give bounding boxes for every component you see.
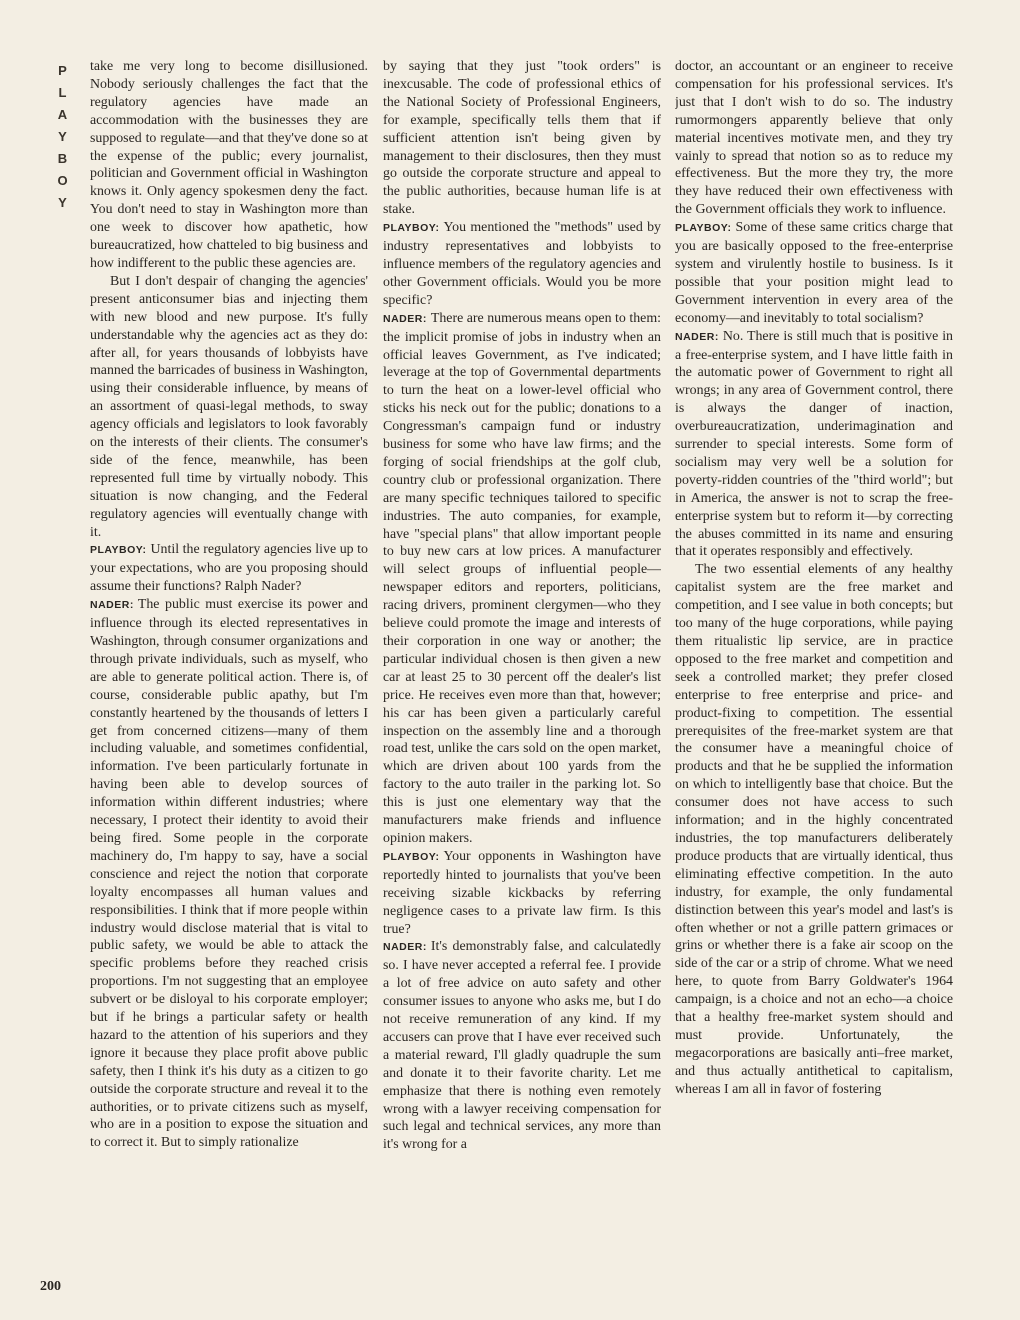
text-column-3	[675, 58, 953, 1298]
paragraph	[675, 561, 953, 1098]
paragraph-text: The two essential elements of any healthy capitalist system are the free market and competition, and I see value in both concepts; but too many of the huge corporations, while paying them ritualistic lip service, are in practice opposed to the free market and competition and seek a controlled market; they prefer closed enterprise to free enterprise and price- and product-fixing to competition. The essential prerequisites of the free-market system are that the consumer have a meaningful choice of products and that he be supplied the information on which to intelligently base that choice. But the consumer does not have access to such information; and in the highly concentrated industries, the top manufacturers deliberately produce products that are virtually identical, thus eliminating effective competition. In the auto industry, for example, the only fundamental distinction between this year's model and last's is often whether or not a grille pattern grimaces or grins or whether there is a fake air scoop on the side of the car or a strip of chrome. What we need here, to quote from Barry Goldwater's 1964 campaign, is a choice and not an echo—a choice that a healthy free-market system should and must provide. Unfortunately, the megacorporations are basically anti–free market, and thus actually antithetical to capitalism, whereas I am all in favor of fostering	[675, 562, 953, 1097]
speaker-label: NADER:	[675, 330, 719, 343]
paragraph	[383, 58, 661, 219]
masthead-vertical	[52, 60, 74, 214]
paragraph-text: But I don't despair of changing the agencies' present anticonsumer bias and injecting them with new blood and new purpose. It's fully understandable why the agencies act as they do: after all, for years thousands of lobbyists have manned the barricades of business in Washington, using their considerable influence, by means of an assortment of quasi-legal methods, to sway agency officials and legislators to look favorably on the interests of their clients. The consumer's side of the fence, meanwhile, has been represented full time by virtually nobody. This situation is now changing, and the Federal regulatory agencies will eventually change with it.	[90, 273, 368, 540]
paragraph	[90, 596, 368, 1152]
paragraph-text: No. There is still much that is positive in a free-enterprise system, and I have little faith in the automatic power of Government to right all wrongs; in any area of Government control, there is always the danger of inaction, overbureaucratization, underimagination and surrender to special interests. Some form of socialism may very well be a solution for poverty-ridden countries of the "third world"; but in America, the answer is not to scrap the free-enterprise system but to reform it—by correcting the abuses committed in its name and ensuring that it operates responsibly and effectively.	[675, 328, 953, 560]
masthead-letter: Y	[58, 129, 68, 144]
paragraph	[383, 848, 661, 939]
paragraph	[675, 58, 953, 219]
paragraph	[90, 541, 368, 596]
paragraph-text: take me very long to become disillusioned. Nobody seriously challenges the fact that the regulatory agencies have made an accommodation with the businesses they are supposed to regulate—and that they've done so at the expense of the public; every journalist, politician and Government official in Washington knows it. Only agency spokesmen deny the fact. You don't need to stay in Washington more than one week to discover how apathetic, how bureaucratized, how chatteled to big business and how indifferent to the public these agencies are.	[90, 59, 368, 271]
paragraph	[675, 219, 953, 327]
paragraph	[383, 310, 661, 848]
paragraph	[675, 328, 953, 562]
paragraph	[383, 219, 661, 310]
paragraph-text: You mentioned the "methods" used by industry representatives and lobbyists to influence members of the regulatory agencies and other Government officials. Would you be more specific?	[383, 220, 661, 308]
text-column-2	[383, 58, 661, 1298]
paragraph	[90, 273, 368, 542]
paragraph-text: Your opponents in Washington have reportedly hinted to journalists that you've been receiving sizable kickbacks by referring negligence cases to a private law firm. Is this true?	[383, 848, 661, 937]
paragraph-text: It's demonstrably false, and calculatedly so. I have never accepted a referral fee. I provide a lot of free advice on auto safety and other consumer issues to anyone who asks me, but I do not receive remuneration of any kind. If my accusers can prove that I have ever received such a material reward, I'll gladly quadruple the sum and donate it to their favorite charity. Let me emphasize that there is nothing even remotely wrong with a lawyer receiving compensation for such legal and technical services, any more than it's wrong for a	[383, 939, 661, 1153]
paragraph-text: There are numerous means open to them: the implicit promise of jobs in industry when an official leaves Government, as I've indicated; leverage at the top of Governmental departments to turn the heat on a lower-level official who sticks his neck out for the public; donations to a Congressman's campaign fund or industry business for some who have law firms; and the forging of social friendships at the golf club, country club or professional organization. There are many specific techniques tailored to specific industries. The auto companies, for example, have "special plans" that allow important people to buy new cars at low prices. A manufacturer will select groups of influential people—newspaper editors and reporters, politicians, racing drivers, prominent clergymen—who they believe could promote the image and interests of their corporation in one way or another; the particular individual chosen is then given a new car at least 25 to 30 percent off the dealer's list price. He receives even more than that, however; his car has been given a particularly careful inspection on the assembly line and a thorough road test, unlike the cars sold on the open market, which are driven about 100 yards from the factory to the auto trailer in the parking lot. So this is just one elementary way that the manufacturers make friends and influence opinion makers.	[383, 310, 661, 846]
masthead-letter: O	[57, 173, 69, 188]
paragraph-text: doctor, an accountant or an engineer to receive compensation for his professional services. It's just that I don't wish to do so. The industry rumormongers apparently believe that only material incentives motivate men, and they try vainly to spread that notion so as to reduce my effectiveness. But the more they try, the more they have reduced their own effectiveness with the Government officials they work to influence.	[675, 59, 953, 218]
paragraph-text: by saying that they just "took orders" is inexcusable. The code of professional ethics of the National Society of Professional Engineers, for example, specifically tells them that if sufficient attention isn't being given by management to their disclosures, then they must go outside the corporate structure and appeal to the public authorities, because human life is at stake.	[383, 59, 661, 218]
speaker-label: NADER:	[383, 312, 427, 325]
masthead-letter: P	[58, 63, 68, 78]
speaker-label: PLAYBOY:	[675, 222, 732, 235]
paragraph-text: Some of these same critics charge that you are basically opposed to the free-enterprise system and virulently hostile to business. Is it possible that your position might lead to Government intervention in every area of the economy—and inevitably to total socialism?	[675, 220, 953, 326]
paragraph-text: Until the regulatory agencies live up to your expectations, who are you proposing should assume their functions? Ralph Nader?	[90, 542, 368, 595]
speaker-label: PLAYBOY:	[383, 850, 440, 863]
paragraph	[90, 58, 368, 273]
masthead-letter: Y	[58, 195, 68, 210]
speaker-label: PLAYBOY:	[383, 222, 440, 235]
masthead-letter: A	[57, 107, 69, 122]
masthead-letter: B	[57, 151, 69, 166]
text-column-1	[90, 58, 368, 1298]
speaker-label: PLAYBOY:	[90, 544, 147, 557]
paragraph	[383, 938, 661, 1154]
speaker-label: NADER:	[90, 599, 134, 612]
page-number: 200	[40, 1279, 61, 1294]
paragraph-text: The public must exercise its power and influence through its elected representatives in Washington, through consumer organizations and through private individuals, such as myself, who are able to generate political action. There is, of course, considerable public apathy, but I'm constantly heartened by the thousands of letters I get from concerned citizens—many of them including valuable, and sometimes confidential, information. I've been particularly fortunate in having been able to develop sources of information within different industries; where necessary, I protect their identity to avoid their being fired. Some people in the corporate machinery do, I'm happy to say, have a social conscience and reject the notion that corporate loyalty encompasses all human values and responsibilities. I think that if more people within industry would disclose material that is vital to public safety, we would be able to attack the specific problems before they reached crisis proportions. I'm not suggesting that an employee subvert or be disloyal to his corporate employer; but if he brings a particular safety or health hazard to the attention of his superiors and they ignore it because they place profit above public safety, then I think it's his duty as a citizen to go outside the corporate structure and reveal it to the authorities, or to private citizens such as myself, who are in a position to expose the situation and to correct it. But to simply rationalize	[90, 597, 368, 1151]
speaker-label: NADER:	[383, 941, 427, 954]
masthead-letter: L	[58, 85, 68, 100]
